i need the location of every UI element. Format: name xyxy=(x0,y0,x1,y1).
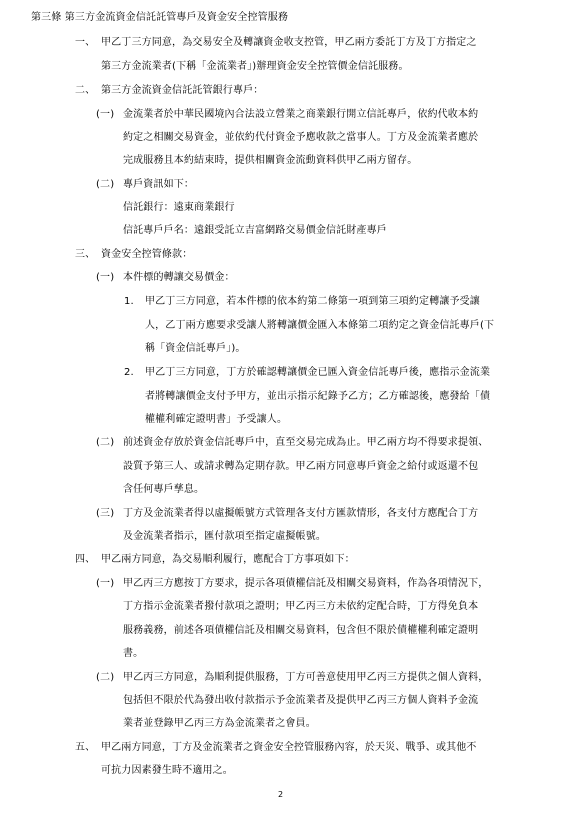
subitem-1-line-2: 人，乙丁兩方應要求受讓人將轉讓價金匯入本條第二項約定之資金信託專戶(下 xyxy=(145,320,495,331)
section-2-item-1-marker: (一) xyxy=(96,109,115,120)
section-4-item-1-line-2: 丁方指示金流業者撥付款項之證明；甲乙丙三方未依約定配合時，丁方得免負本 xyxy=(123,601,479,612)
section-3-item-1-heading: 本件標的轉讓交易價金： xyxy=(123,272,235,283)
subitem-2-line-1: 甲乙丁三方同意，丁方於確認轉讓價金已匯入資金信託專戶後，應指示金流業 xyxy=(145,367,491,378)
section-4-item-2-marker: (二) xyxy=(96,672,115,683)
section-2-item-1-line-2: 約定之相關交易資金，並依約代付資金予應收款之當事人。丁方及金流業者應於 xyxy=(123,132,479,143)
section-3-item-3-line-2: 及金流業者指示，匯付款項至指定虛擬帳號。 xyxy=(123,531,326,542)
subitem-2-line-2: 者將轉讓價金支付予甲方，並出示指示紀錄予乙方；乙方確認後，應發給「債 xyxy=(145,391,491,402)
section-3-item-3-line-1: 丁方及金流業者得以虛擬帳號方式管理各支付方匯款情形，各支付方應配合丁方 xyxy=(123,508,479,519)
section-5-line-2: 可抗力因素發生時不適用之。 xyxy=(101,765,233,776)
section-3-item-2-line-1: 前述資金存放於資金信託專戶中，直至交易完成為止。甲乙兩方均不得要求提領、 xyxy=(123,437,489,448)
section-3-item-2-line-2: 設質予第三人、或請求轉為定期存款。甲乙兩方同意專戶資金之給付或返還不包 xyxy=(123,461,479,472)
section-4-item-1-line-4: 書。 xyxy=(123,648,144,659)
trust-account-name: 信託專戶戶名：遠銀受託立吉富網路交易價金信託財產專戶 xyxy=(123,225,387,236)
section-4-heading: 甲乙兩方同意，為交易順利履行，應配合丁方事項如下： xyxy=(101,554,355,565)
section-2-item-1-line-1: 金流業者於中華民國境內合法設立營業之商業銀行開立信託專戶，依約代收本約 xyxy=(123,109,479,120)
section-4-item-1-marker: (一) xyxy=(96,578,115,589)
section-4-number: 四、 xyxy=(75,554,96,565)
subitem-2-line-3: 權權利確定證明書」予受讓人。 xyxy=(145,414,288,425)
section-2-item-2-heading: 專戶資訊如下： xyxy=(123,179,195,190)
subitem-1-line-1: 甲乙丁三方同意，若本件標的依本約第二條第一項到第三項約定轉讓予受讓 xyxy=(145,296,480,307)
section-4-item-2-line-3: 業者並登錄甲乙丙三方為金流業者之會員。 xyxy=(123,718,316,729)
section-3-item-2-marker: (二) xyxy=(96,437,115,448)
section-1-line-1: 甲乙丁三方同意，為交易安全及轉讓資金收支控管，甲乙兩方委託丁方及丁方指定之 xyxy=(101,37,477,48)
section-3-item-2-line-3: 含任何專戶孳息。 xyxy=(123,484,205,495)
section-4-item-2-line-1: 甲乙丙三方同意，為順利提供服務，丁方可善意使用甲乙丙三方提供之個人資料， xyxy=(123,672,489,683)
section-4-item-1-line-3: 服務義務，前述各項債權信託及相關交易資料，包含但不限於債權權利確定證明 xyxy=(123,625,479,636)
section-3-heading: 資金安全控管條款： xyxy=(101,249,193,260)
page-number: 2 xyxy=(277,790,284,799)
section-2-number: 二、 xyxy=(75,85,96,96)
section-1-number: 一、 xyxy=(75,37,96,48)
subitem-1-line-3: 稱「資金信託專戶」)。 xyxy=(145,343,246,354)
subitem-1-marker: 1. xyxy=(124,296,134,307)
section-4-item-2-line-2: 包括但不限於代為發出收付款指示予金流業者及提供甲乙丙三方個人資料予金流 xyxy=(123,695,479,706)
section-5-number: 五、 xyxy=(75,742,96,753)
section-4-item-1-line-1: 甲乙丙三方應按丁方要求，提示各項債權信託及相關交易資料，作為各項情況下， xyxy=(123,578,489,589)
section-2-heading: 第三方金流資金信託託管銀行專戶： xyxy=(101,85,264,96)
section-5-line-1: 甲乙兩方同意，丁方及金流業者之資金安全控管服務內容，於天災、戰爭、或其他不 xyxy=(101,742,477,753)
section-2-item-2-marker: (二) xyxy=(96,179,115,190)
section-1-line-2: 第三方金流業者(下稱「金流業者」)辦理資金安全控管價金信託服務。 xyxy=(101,61,409,72)
trust-bank-info: 信託銀行：遠東商業銀行 xyxy=(123,202,235,213)
section-2-item-1-line-3: 完成服務且本約結束時，提供相關資金流動資料供甲乙兩方留存。 xyxy=(123,155,418,166)
section-3-item-3-marker: (三) xyxy=(96,508,115,519)
section-3-number: 三、 xyxy=(75,249,96,260)
subitem-2-marker: 2. xyxy=(124,367,134,378)
article-heading: 第三條 第三方金流資金信託託管專戶及資金安全控管服務 xyxy=(31,12,289,23)
section-3-item-1-marker: (一) xyxy=(96,272,115,283)
